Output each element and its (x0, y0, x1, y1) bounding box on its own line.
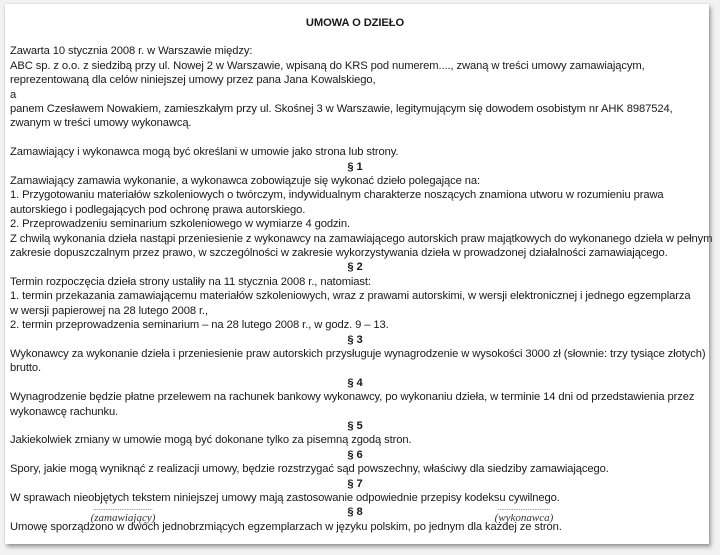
parties-note: Zamawiający i wykonawca mogą być określani w umowie jako strona lub strony. (10, 146, 399, 159)
section-3 (10, 333, 706, 376)
signature-label: (zamawiający) (90, 512, 156, 524)
section-line: wykonawcę rachunku. (10, 405, 119, 418)
signature-wykonawca (489, 504, 559, 524)
section-5 (10, 419, 700, 448)
section-line: 2. termin przeprowadzenia seminarium – na 28 lutego 2008 r., w godz. 9 – 13. (10, 319, 389, 332)
section-line: Umowę sporządzono w dwóch jednobrzmiących egzemplarzach w języku polskim, po jednym dla każdej ze stron. (10, 520, 562, 533)
intro-line: panem Czesławem Nowakiem, zamieszkałym przy ul. Skośnej 3 w Warszawie, legitymującym się dowodem osobistym nr AHK 8987524, (10, 103, 673, 116)
section-line: Zamawiający zamawia wykonanie, a wykonawca zobowiązuje się wykonać dzieło polegające na: (10, 175, 481, 188)
section-line: w wersji papierowej na 28 lutego 2008 r., (10, 304, 209, 317)
section-line: autorskiego i podlegających pod ochronę prawa autorskiego. (10, 203, 306, 216)
section-heading: § 2 (347, 261, 363, 274)
document-page (5, 4, 713, 544)
section-line: Z chwilą wykonania dzieła nastąpi przeniesienie z wykonawcy na zamawiającego autorskich praw majątkowych do wykonanego dzieła w pełnym (10, 232, 713, 245)
section-4 (10, 376, 700, 419)
section-line: Wynagrodzenie będzie płatne przelewem na rachunek bankowy wykonawcy, po wykonaniu dzieła, w terminie 14 dni od przedstawienia przez (10, 391, 695, 404)
contract-body (10, 16, 713, 534)
section-line: Wykonawcy za wykonanie dzieła i przeniesienie praw autorskich przysługuje wynagrodzenie w wysokości 3000 zł (słownie: trzy tysiące złotych) (10, 347, 706, 360)
section-6 (10, 448, 700, 477)
section-line: 1. Przygotowaniu materiałów szkoleniowych o twórczym, indywidualnym charakterze noszących znamiona utworu w rozumieniu prawa (10, 189, 664, 202)
intro-line: a (10, 88, 17, 101)
section-heading: § 3 (347, 333, 363, 346)
section-heading: § 1 (347, 160, 363, 173)
signature-zamawiajacy (83, 504, 163, 524)
section-heading: § 4 (347, 376, 363, 389)
signature-line: .............................. (497, 504, 551, 512)
spacer (10, 131, 700, 145)
section-line: zakresie dopuszczalnym przez prawo, w szczególności w zakresie wykorzystywania dzieła w prowadzonej działalności zamawiającego. (10, 247, 668, 260)
section-line: 1. termin przekazania zamawiającemu materiałów szkoleniowych, wraz z prawami autorskimi, w wersji elektronicznej i jednego egzemplarza (10, 290, 691, 303)
section-7 (10, 477, 700, 506)
section-line: 2. Przeprowadzeniu seminarium szkoleniowego w wymiarze 4 godzin. (10, 218, 350, 231)
section-line: W sprawach nieobjętych tekstem niniejszej umowy mają zastosowanie odpowiednie przepisy kodeksu cywilnego. (10, 491, 560, 504)
intro-line: zwanym w treści umowy wykonawcą. (10, 117, 192, 130)
document-title: UMOWA O DZIEŁO (305, 17, 405, 29)
section-heading: § 5 (347, 419, 363, 432)
section-heading: § 7 (347, 477, 363, 490)
section-heading: § 6 (347, 448, 363, 461)
intro-line: ABC sp. z o.o. z siedzibą przy ul. Nowej 2 w Warszawie, wpisaną do KRS pod numerem...., zwaną w treści umowy zamawiającym, (10, 59, 645, 72)
section-line: Spory, jakie mogą wyniknąć z realizacji umowy, będzie rozstrzygać sąd powszechny, właściwy dla siedziby zamawiającego. (10, 463, 609, 476)
section-heading: § 8 (347, 506, 363, 519)
intro-block (10, 44, 700, 130)
signature-line: .................................. (93, 504, 153, 512)
signature-label: (wykonawca) (494, 512, 554, 524)
section-2 (10, 260, 700, 332)
section-line: Jakiekolwiek zmiany w umowie mogą być dokonane tylko za pisemną zgodą stron. (10, 434, 412, 447)
section-1 (10, 160, 713, 261)
intro-line: Zawarta 10 stycznia 2008 r. w Warszawie między: (10, 45, 253, 58)
intro-line: reprezentowaną dla celów niniejszej umowy przez pana Jana Kowalskiego, (10, 74, 376, 87)
section-line: brutto. (10, 362, 42, 375)
section-line: Termin rozpoczęcia dzieła strony ustaliły na 11 stycznia 2008 r., natomiast: (10, 275, 371, 288)
